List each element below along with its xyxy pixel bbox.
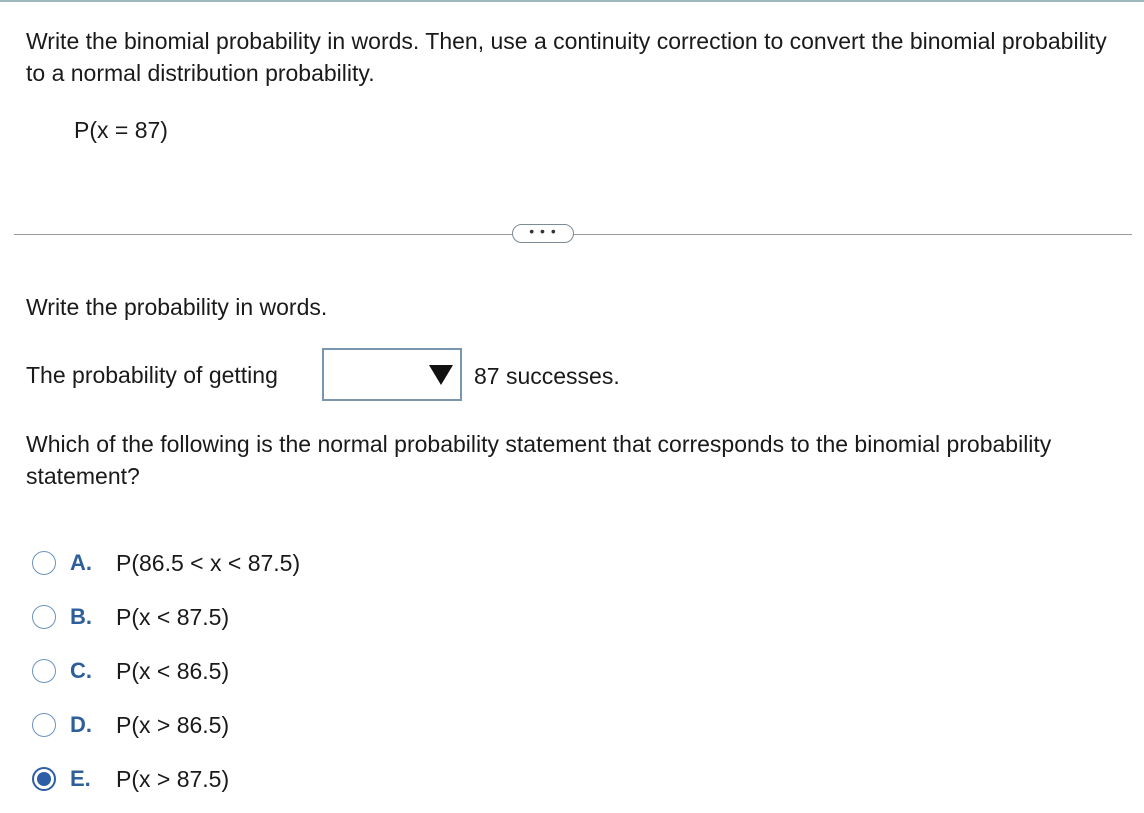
top-border — [0, 0, 1144, 2]
option-text: P(x > 87.5) — [116, 765, 230, 792]
option-text: P(x > 86.5) — [116, 711, 230, 738]
option-c[interactable] — [32, 644, 300, 698]
words-prompt: Write the probability in words. — [26, 294, 328, 320]
show-more-button[interactable]: • • • — [512, 224, 574, 243]
question-instruction: Write the binomial probability in words. Then, use a continuity correction to convert the binomial probability to a normal distribution probability. — [26, 28, 1107, 86]
caret-down-icon — [429, 365, 453, 385]
radio-button[interactable] — [32, 767, 56, 791]
option-d[interactable] — [32, 698, 300, 752]
option-text: P(x < 86.5) — [116, 657, 230, 684]
option-a[interactable] — [32, 536, 300, 590]
option-b[interactable] — [32, 590, 300, 644]
option-text: P(86.5 < x < 87.5) — [116, 549, 301, 576]
sentence-end-label: 87 successes. — [474, 363, 620, 389]
answer-options — [32, 536, 300, 806]
option-letter: D. — [70, 712, 92, 737]
option-letter: C. — [70, 658, 92, 683]
radio-button[interactable] — [32, 551, 56, 575]
radio-button[interactable] — [32, 605, 56, 629]
comparison-dropdown[interactable] — [322, 348, 462, 401]
option-letter: B. — [70, 604, 92, 629]
normal-statement-question: Which of the following is the normal probability statement that corresponds to the binomial probability statement? — [26, 431, 1052, 489]
sentence-start-label: The probability of getting — [26, 362, 278, 388]
option-text: P(x < 87.5) — [116, 603, 230, 630]
radio-button[interactable] — [32, 713, 56, 737]
radio-button[interactable] — [32, 659, 56, 683]
option-letter: A. — [70, 550, 92, 575]
option-e[interactable] — [32, 752, 300, 806]
option-letter: E. — [70, 766, 91, 791]
binomial-expression: P(x = 87) — [74, 117, 168, 143]
